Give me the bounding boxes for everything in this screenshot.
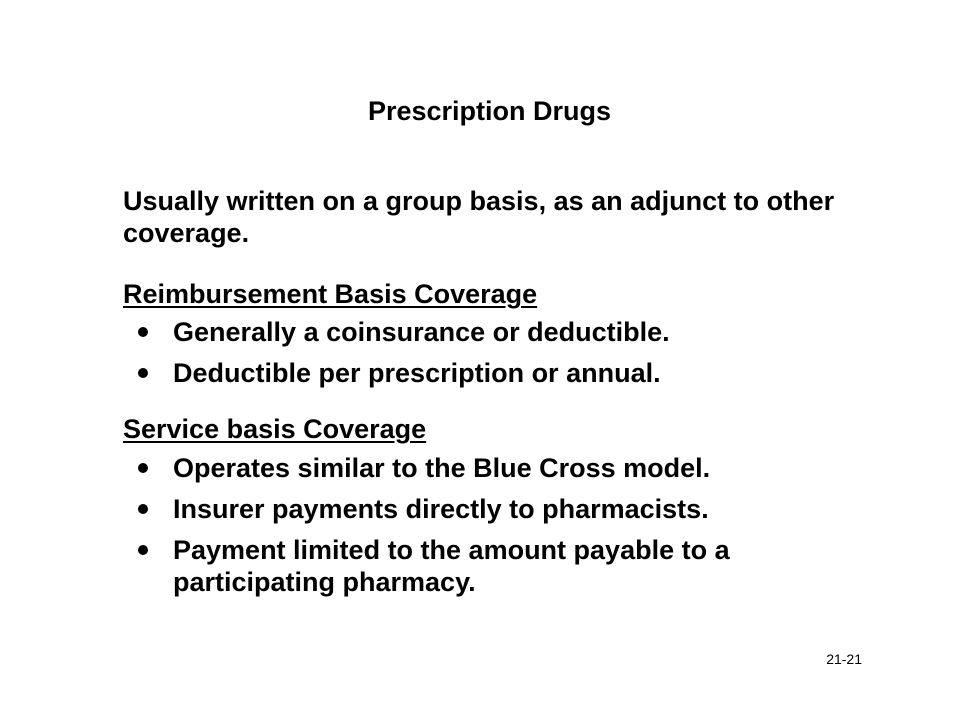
- bullet-text: Operates similar to the Blue Cross model.: [173, 453, 711, 483]
- bullet-icon: [138, 368, 148, 378]
- bullet-text: Deductible per prescription or annual.: [173, 358, 661, 388]
- section-heading-service: Service basis Coverage: [123, 414, 427, 444]
- list-item: [123, 316, 863, 348]
- list-item: [123, 357, 863, 389]
- bullet-icon: [138, 327, 148, 337]
- bullet-list-service: [123, 452, 863, 607]
- section-heading-reimbursement: Reimbursement Basis Coverage: [123, 279, 538, 309]
- bullet-text: Payment limited to the amount payable to a participating pharmacy.: [173, 535, 730, 597]
- bullet-text: Insurer payments directly to pharmacists.: [173, 494, 709, 524]
- bullet-icon: [138, 545, 148, 555]
- bullet-text: Generally a coinsurance or deductible.: [173, 317, 670, 347]
- page-number: 21-21: [826, 651, 862, 667]
- intro-text: Usually written on a group basis, as an adjunct to other coverage.: [123, 186, 835, 248]
- bullet-icon: [138, 463, 148, 473]
- list-item: [123, 452, 863, 484]
- bullet-list-reimbursement: [123, 316, 863, 398]
- list-item: [123, 534, 863, 598]
- slide-title: Prescription Drugs: [367, 96, 612, 126]
- bullet-icon: [138, 504, 148, 514]
- list-item: [123, 493, 863, 525]
